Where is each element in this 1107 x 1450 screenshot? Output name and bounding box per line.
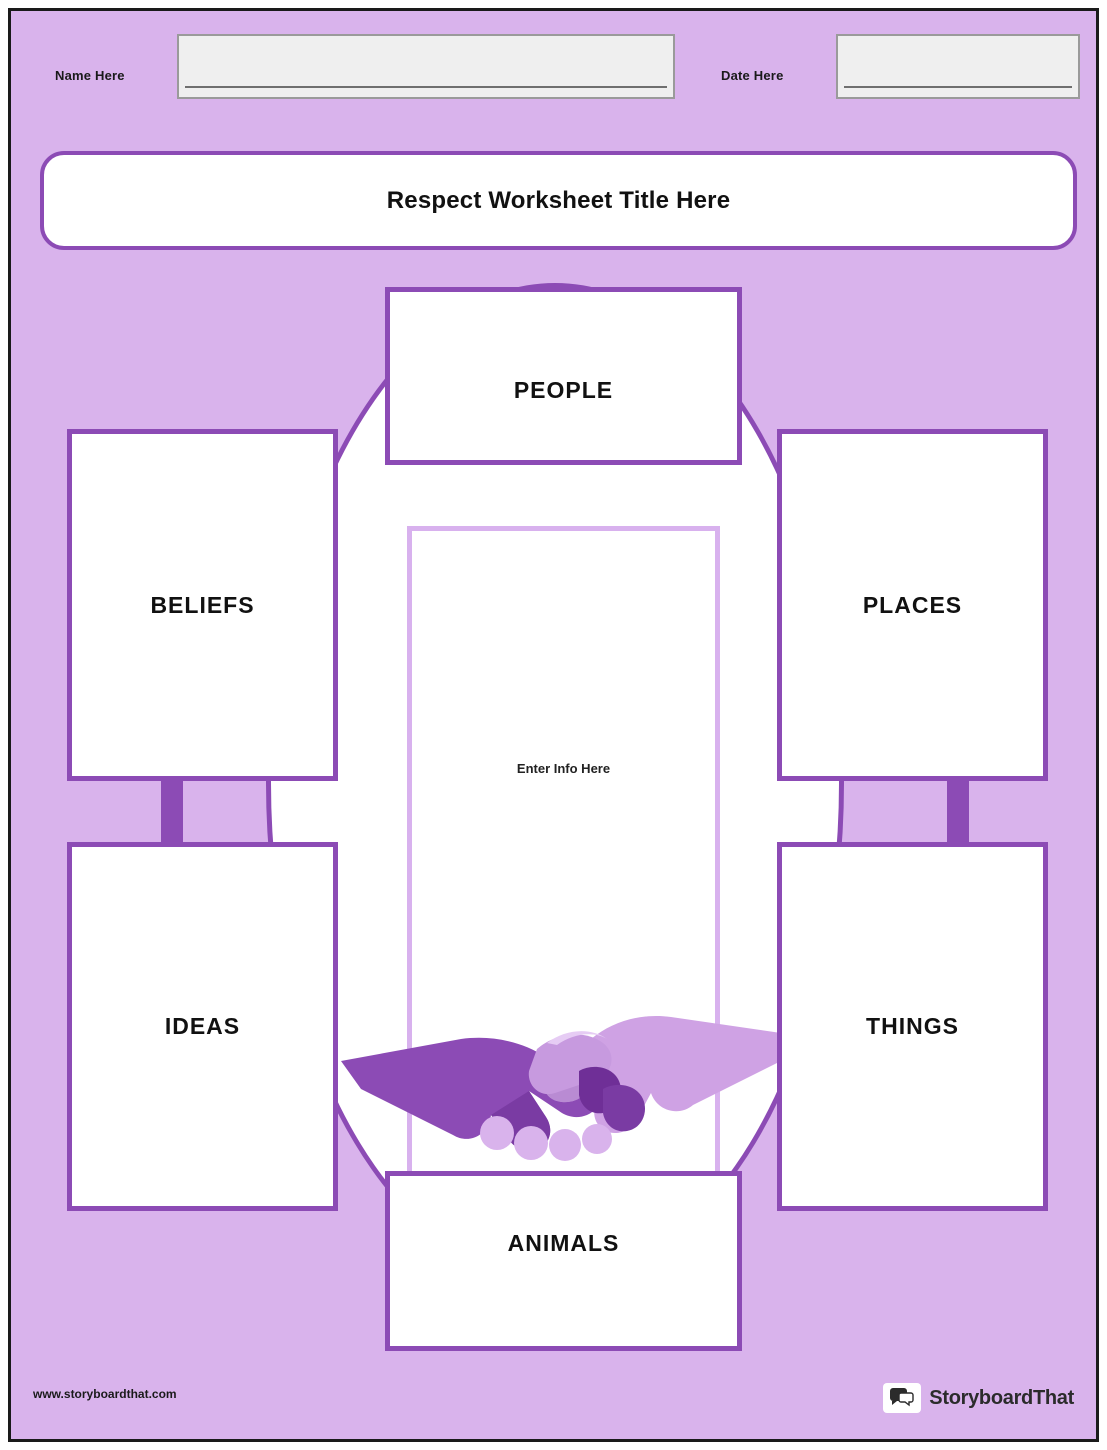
date-rule [844,86,1072,88]
brand-logo [883,1383,1074,1413]
category-label-ideas: IDEAS [164,1013,241,1039]
name-label: Name Here [55,68,125,83]
category-box-people[interactable] [385,287,742,465]
graphic-organizer [11,261,1096,1361]
category-label-places: PLACES [862,591,963,618]
brand-name: StoryboardThat [929,1386,1074,1409]
worksheet-title-box[interactable] [40,151,1077,250]
category-label-beliefs: BELIEFS [150,591,255,618]
center-info-placeholder: Enter Info Here [516,761,611,776]
connector-left [161,779,183,845]
category-box-beliefs[interactable] [67,429,338,781]
category-box-things[interactable] [777,842,1048,1211]
handshake-icon [341,921,781,1181]
name-rule [185,86,667,88]
name-input[interactable] [177,34,675,99]
date-label: Date Here [721,68,784,83]
footer-url[interactable]: www.storyboardthat.com [33,1387,177,1401]
category-box-ideas[interactable] [67,842,338,1211]
category-box-animals[interactable] [385,1171,742,1351]
category-label-things: THINGS [866,1013,959,1039]
date-input[interactable] [836,34,1080,99]
category-box-places[interactable] [777,429,1048,781]
worksheet-title: Respect Worksheet Title Here [386,186,731,214]
worksheet-sheet [8,8,1099,1442]
connector-right [947,779,969,845]
category-label-animals: ANIMALS [507,1229,620,1256]
category-label-people: PEOPLE [513,376,614,403]
speech-bubble-icon [883,1383,921,1413]
